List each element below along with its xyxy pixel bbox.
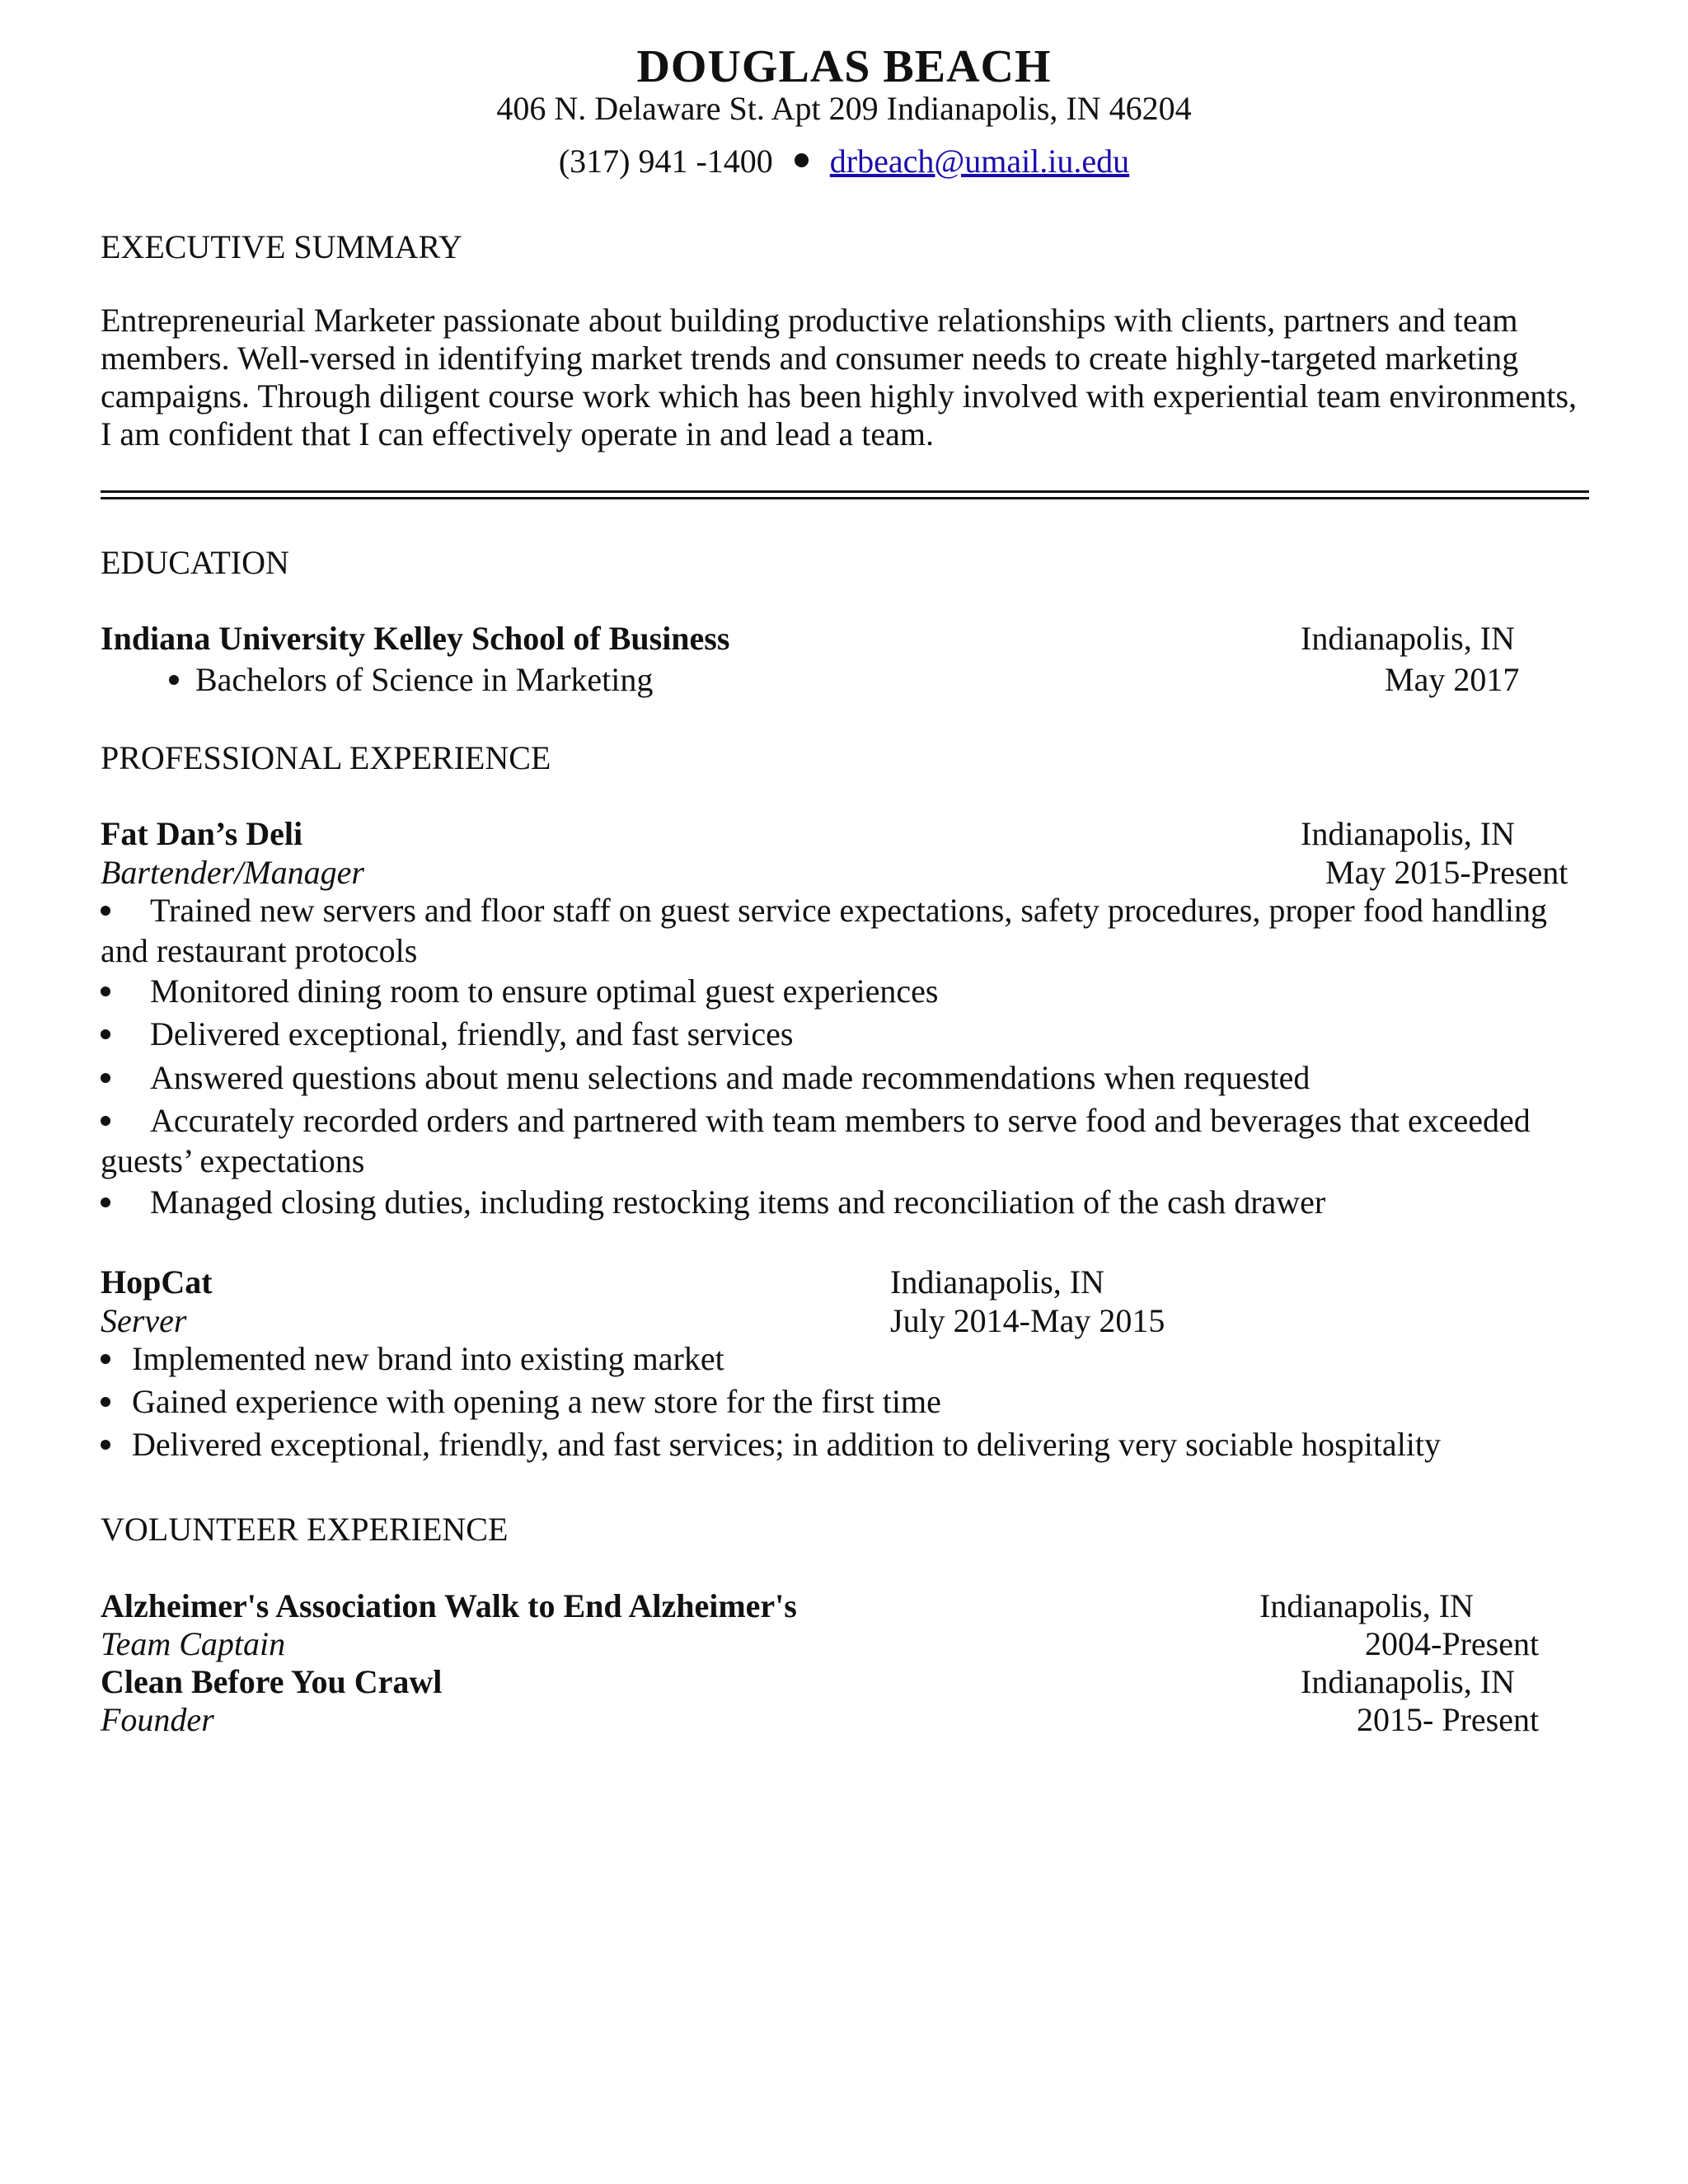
bullet-icon — [101, 1397, 110, 1407]
job-bullet-continuation: guests’ expectations — [101, 1142, 365, 1179]
job-title: Bartender/Manager — [101, 854, 364, 891]
job-bullet: Answered questions about menu selections and made recommendations when requested — [101, 1057, 1592, 1099]
bullet-icon — [169, 675, 179, 685]
job-bullet: Trained new servers and floor staff on guest service expectations, safety procedures, proper food handling — [101, 890, 1592, 931]
volunteer-role: Founder — [101, 1701, 214, 1738]
summary-heading: EXECUTIVE SUMMARY — [101, 228, 462, 265]
job-bullet: Monitored dining room to ensure optimal guest experiences — [101, 971, 1592, 1012]
summary-line: Entrepreneurial Marketer passionate about building productive relationships with clients, partners and team — [101, 302, 1518, 339]
volunteer-location: Indianapolis, IN — [1259, 1587, 1474, 1624]
address: 406 N. Delaware St. Apt 209 Indianapolis, IN 46204 — [496, 90, 1192, 127]
education-heading: EDUCATION — [101, 544, 289, 581]
volunteer-heading: VOLUNTEER EXPERIENCE — [101, 1511, 509, 1548]
degree: Bachelors of Science in Marketing — [195, 661, 654, 698]
job-bullet: Delivered exceptional, friendly, and fast services; in addition to delivering very sociable hospitality — [101, 1424, 1592, 1465]
summary-line: I am confident that I can effectively operate in and lead a team. — [101, 415, 934, 452]
phone: (317) 941 -1400 — [558, 143, 773, 180]
bullet-icon — [101, 1116, 110, 1126]
divider-bottom — [101, 497, 1589, 499]
bullet-separator-icon — [795, 153, 809, 167]
volunteer-dates: 2004-Present — [1365, 1625, 1540, 1662]
summary-paragraph — [101, 302, 1592, 453]
job-bullet: Gained experience with opening a new store for the first time — [101, 1381, 1592, 1422]
candidate-name: DOUGLAS BEACH — [636, 41, 1052, 92]
job-dates: May 2015-Present — [1325, 854, 1568, 891]
graduation-date: May 2017 — [1385, 661, 1520, 698]
job-company: Fat Dan’s Deli — [101, 815, 303, 852]
job-company: HopCat — [101, 1263, 213, 1301]
job-title: Server — [101, 1302, 187, 1339]
bullet-icon — [101, 1029, 110, 1039]
volunteer-location: Indianapolis, IN — [1301, 1663, 1515, 1700]
school-name: Indiana University Kelley School of Business — [101, 620, 730, 657]
bullet-icon — [101, 987, 110, 996]
volunteer-role: Team Captain — [101, 1625, 286, 1662]
volunteer-dates: 2015- Present — [1357, 1701, 1540, 1738]
volunteer-org: Clean Before You Crawl — [101, 1663, 443, 1700]
bullet-icon — [101, 906, 110, 916]
bullet-icon — [101, 1197, 110, 1207]
bullet-icon — [101, 1073, 110, 1083]
job-bullet: Accurately recorded orders and partnered with team members to serve food and beverages that exceeded — [101, 1100, 1592, 1141]
volunteer-org: Alzheimer's Association Walk to End Alzheimer's — [101, 1587, 797, 1624]
contact-line — [0, 145, 1688, 178]
bullet-icon — [101, 1354, 110, 1364]
job-dates: July 2014-May 2015 — [890, 1302, 1165, 1339]
job-bullet: Delivered exceptional, friendly, and fast services — [101, 1014, 1592, 1055]
job-bullet: Implemented new brand into existing market — [101, 1338, 1592, 1380]
divider-top — [101, 490, 1589, 493]
experience-heading: PROFESSIONAL EXPERIENCE — [101, 739, 551, 776]
job-bullet: Managed closing duties, including restocking items and reconciliation of the cash drawer — [101, 1182, 1592, 1223]
job-location: Indianapolis, IN — [890, 1263, 1104, 1301]
bullet-icon — [101, 1440, 110, 1450]
job-location: Indianapolis, IN — [1301, 815, 1515, 852]
school-location: Indianapolis, IN — [1301, 620, 1515, 657]
job-bullet-continuation: and restaurant protocols — [101, 932, 418, 969]
email-link[interactable]: drbeach@umail.iu.edu — [829, 143, 1130, 180]
degree-item — [169, 663, 653, 696]
summary-line: members. Well-versed in identifying market trends and consumer needs to create highly-targeted marketing — [101, 340, 1519, 377]
summary-line: campaigns. Through diligent course work which has been highly involved with experiential team environments, — [101, 377, 1578, 415]
